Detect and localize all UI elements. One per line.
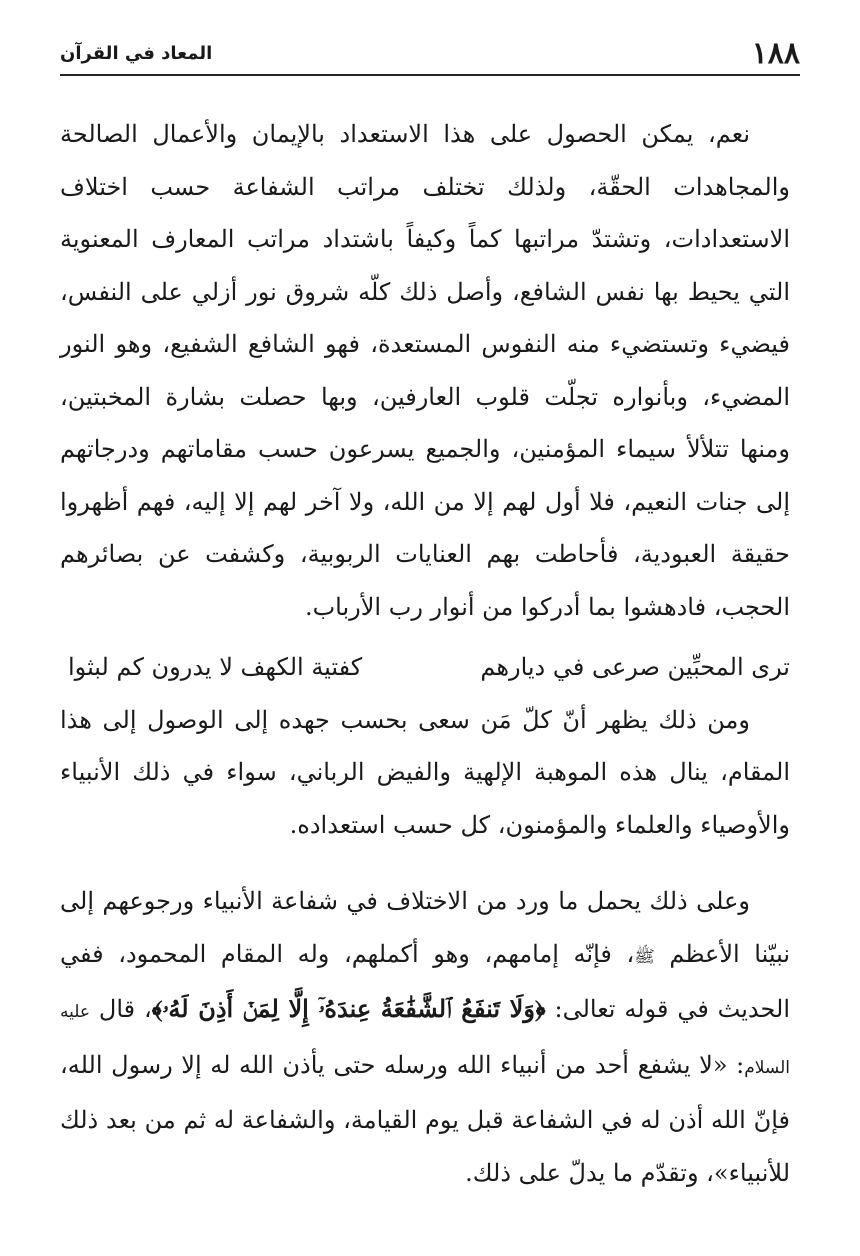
header-rule xyxy=(60,74,800,76)
page-header xyxy=(60,36,800,70)
paragraph-3-part-a: وعلى ذلك يحمل ما ورد من الاختلاف في شفاعة الأنبياء ورجوعهم إلى نبيّنا الأعظم xyxy=(60,887,791,968)
honorific-saw: ﷺ xyxy=(634,946,655,967)
quran-verse: ﴿وَلَا تَنفَعُ ٱلشَّفَٰعَةُ عِندَهُۥٓ إِلَّا لِمَنۡ أَذِنَ لَهُۥ﴾ xyxy=(151,994,546,1023)
poetry-verse xyxy=(60,641,790,694)
page-body xyxy=(60,108,790,1199)
paragraph-3 xyxy=(60,875,790,1199)
paragraph-3-part-d: : «لا يشفع أحد من أنبياء الله ورسله حتى يأذن الله له إلا رسول الله، فإنّ الله أذن له في الشفاعة قبل يوم القيامة، والشفاعة له ثم من بعد ذلك للأنبياء»، وتقدّم ما يدلّ على ذلك. xyxy=(60,1050,790,1187)
paragraph-2: ومن ذلك يظهر أنّ كلّ مَن سعى بحسب جهده إلى الوصول إلى هذا المقام، ينال هذه الموهبة الإلهية والفيض الرباني، سواء في ذلك الأنبياء والأوصياء والعلماء والمؤمنون، كل حسب استعداده. xyxy=(60,705,790,839)
page-number: ١٨٨ xyxy=(751,35,800,71)
verse-first-hemistich: ترى المحبِّين صرعى في ديارهم xyxy=(480,653,790,681)
paragraph-3-part-b: ، فإنّه إمامهم، وهو أكملهم، وله المقام المحمود، ففي الحديث في قوله تعالى: xyxy=(60,939,791,1023)
verse-second-hemistich: كفتية الكهف لا يدرون كم لبثوا xyxy=(68,653,363,681)
book-title: المعاد في القرآن xyxy=(60,42,213,64)
paragraph-1: نعم، يمكن الحصول على هذا الاستعداد بالإيمان والأعمال الصالحة والمجاهدات الحقّة، ولذلك تختلف مراتب الشفاعة حسب اختلاف الاستعدادات، وتشتدّ مراتبها كماً وكيفاً باشتداد مراتب المعارف المعنوية التي يحيط بها نفس الشافع، وأصل ذلك كلّه شروق نور أزلي على النفس، فيضيء وتستضيء منه النفوس المستعدة، فهو الشافع الشفيع، وهو النور المضيء، وبأنواره تجلّت قلوب العارفين، وبها حصلت بشارة المخبتين، ومنها تتلألأ سيماء المؤمنين، والجميع يسرعون حسب مقاماتهم ودرجاتهم إلى جنات النعيم، فلا أول لهم إلا من الله، ولا آخر لهم إلا إليه، فهم أظهروا حقيقة العبودية، فأحاطت بهم العنايات الربوبية، وكشفت عن بصائرهم الحجب، فادهشوا بما أدركوا من أنوار رب الأرباب. xyxy=(60,120,790,621)
paragraph-3-part-c: ، قال xyxy=(98,995,152,1023)
honorific-as: عليه السلام xyxy=(60,1002,790,1078)
